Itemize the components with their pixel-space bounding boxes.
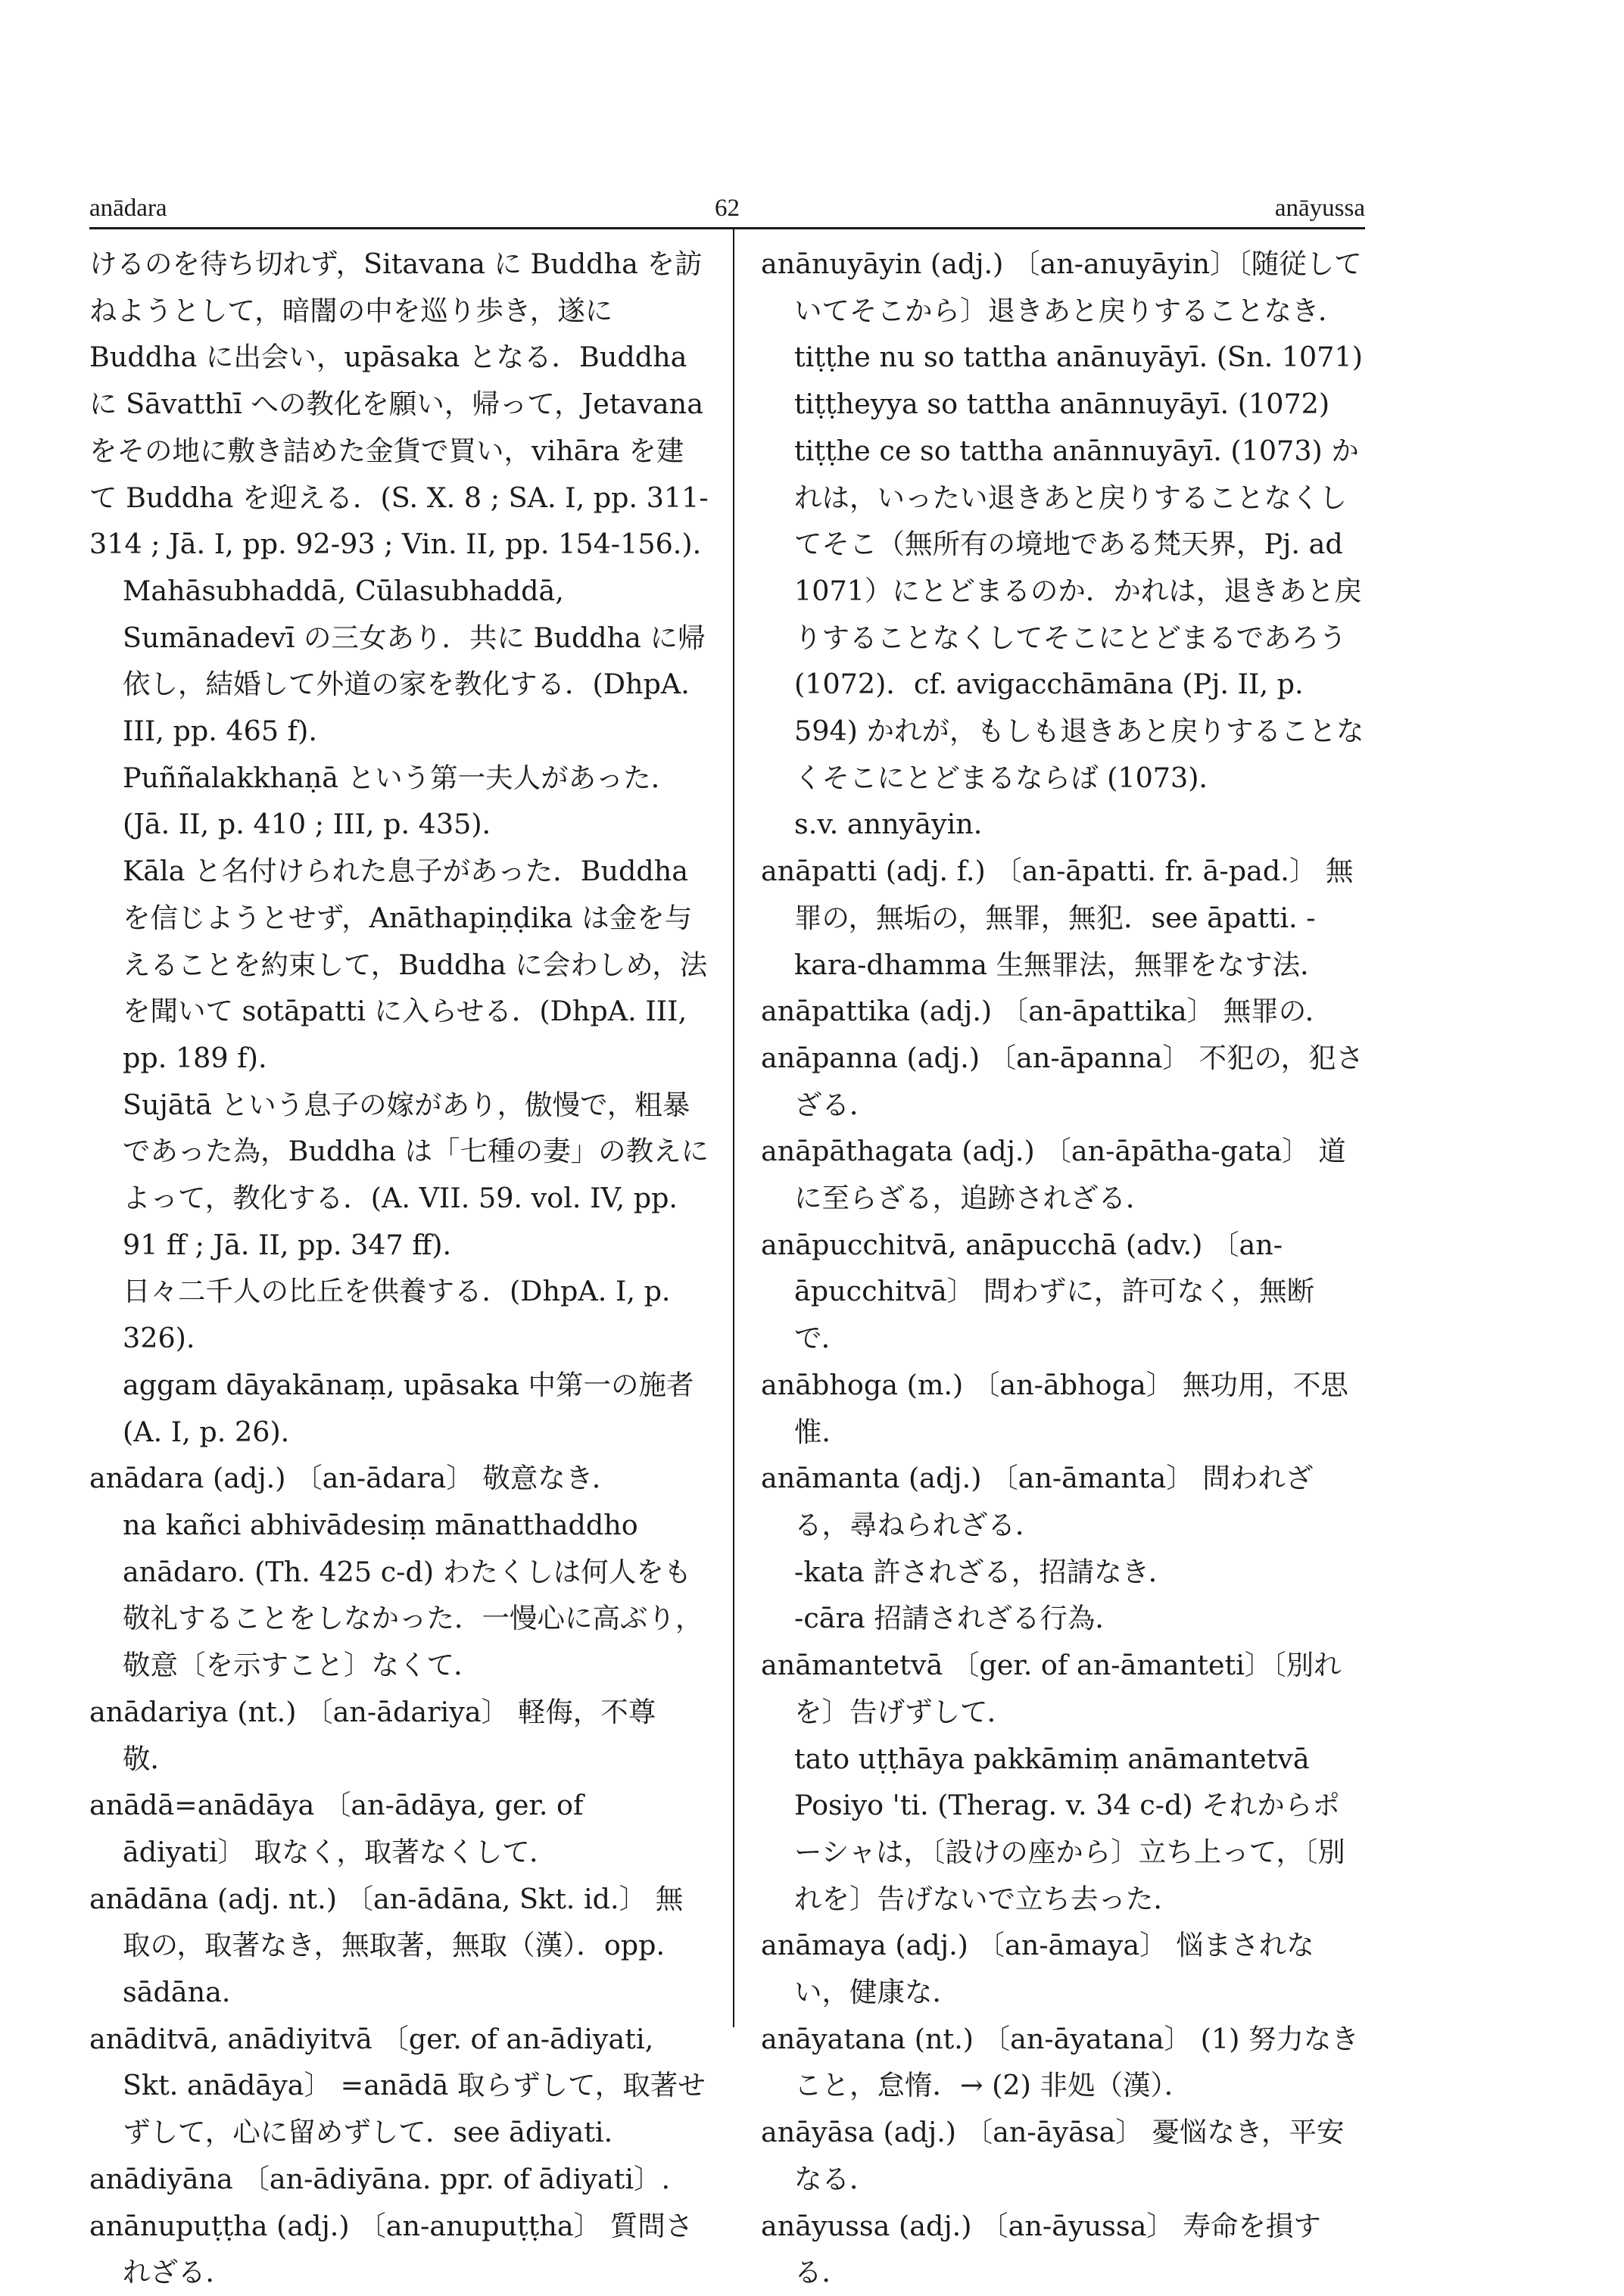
column-divider <box>733 227 734 2027</box>
entry-quotation: tiṭṭhe nu so tattha anānuyāyī. (Sn. 1071) tiṭṭheyya so tattha anānnuyāyī. (1072) tiṭṭhe ce so tattha anānnuyāyī. (1073) かれは，いったい退きあと戻りすることなくしてそこ（無所有の境地である梵天界，Pj. ad 1071）にとどまるのか．かれは，退きあと戻りすることなくしてそこにとどまるであろう (1072)．cf. avigacchāmāna (Pj. II, p. 594) かれが，もしも退きあと戻りすることなくそこにとどまるならば (1073)． <box>794 341 1364 794</box>
dictionary-entry: anāpatti (adj. f.) 〔an-āpatti. fr. ā-pad.〕 無罪の，無垢の，無罪，無犯．see āpatti. -kara-dhamma 生無罪法，無罪をなす法． <box>761 855 1354 981</box>
dictionary-entry: anāpucchitvā, anāpucchā (adv.) 〔an-āpucchitvā〕 問わずに，許可なく，無断で． <box>761 1228 1315 1355</box>
page-number: 62 <box>715 195 740 222</box>
dictionary-entry: anāmaya (adj.) 〔an-āmaya〕 悩まされない，健康な． <box>761 1929 1314 2009</box>
dictionary-entry: anādā=anādāya 〔an-ādāya, ger. of ādiyati〕 取なく，取著なくして． <box>89 1789 584 1868</box>
dictionary-entry: anānupuṭṭha (adj.) 〔an-anupuṭṭha〕 質問されざる． <box>89 2209 694 2289</box>
entry-quotation: tato uṭṭhāya pakkāmiṃ anāmantetvā Posiyo 'ti. (Therag. v. 34 c-d) それからポーシャは，〔設けの座から〕立ち上って，〔別れを〕告げないで立ち去った． <box>794 1742 1345 1915</box>
dictionary-entry: anāmantetvā 〔ger. of an-āmanteti〕〔別れを〕告げずして． <box>761 1649 1342 1728</box>
dictionary-entry: anādāna (adj. nt.) 〔an-ādāna, Skt. id.〕 無取の，取著なき，無取著，無取（漢）．opp. sādāna. <box>89 1882 684 2009</box>
left-column <box>89 241 710 2289</box>
header-first-headword: anādara <box>89 195 167 222</box>
dictionary-entry: anādiyāna 〔an-ādiyāna. ppr. of ādiyati〕. <box>89 2162 671 2195</box>
dictionary-entry: anāpāthagata (adj.) 〔an-āpātha-gata〕 道に至らざる，追跡されざる． <box>761 1135 1346 1215</box>
dictionary-entry: anāditvā, anādiyitvā 〔ger. of an-ādiyati, Skt. anādāya〕 =anādā 取らずして，取著せずして，心に留めずして．see ādiyati. <box>89 2022 706 2149</box>
entry-subsense: 日々二千人の比丘を供養する．(DhpA. I, p. 326). <box>123 1275 671 1355</box>
entry-subsense: aggam dāyakānaṃ, upāsaka 中第一の施者 (A. I, p. 26). <box>123 1368 694 1448</box>
dictionary-entry: anānuyāyin (adj.) 〔an-anuyāyin〕〔随従していてそこから〕退きあと戻りすることなき． <box>761 248 1362 327</box>
entry-subsense: Sujātā という息子の嫁があり，傲慢で，粗暴であった為，Buddha は「七種の妻」の教えによって，教化する．(A. VII. 59. vol. IV, pp. 91 ff ; Jā. II, pp. 347 ff). <box>123 1088 709 1261</box>
dictionary-entry: anādariya (nt.) 〔an-ādariya〕 軽侮，不尊敬． <box>89 1695 656 1775</box>
dictionary-entry: anādara (adj.) 〔an-ādara〕 敬意なき． <box>89 1462 620 1495</box>
dictionary-entry: anāyāsa (adj.) 〔an-āyāsa〕 憂悩なき，平安なる． <box>761 2116 1345 2195</box>
dictionary-entry: anāyatana (nt.) 〔an-āyatana〕 (1) 努力なきこと，怠惰．→ (2) 非処（漢）． <box>761 2022 1359 2102</box>
right-column <box>761 241 1367 2289</box>
entry-subsense: Puññalakkhaṇā という第一夫人があった．(Jā. II, p. 410 ; III, p. 435). <box>123 761 679 841</box>
running-header <box>89 188 1365 229</box>
header-last-headword: anāyussa <box>1274 195 1365 222</box>
dictionary-entry: anāpattika (adj.) 〔an-āpattika〕 無罪の． <box>761 995 1333 1028</box>
entry-subsense: -kata 許されざる，招請なき． <box>794 1555 1177 1588</box>
entry-subsense: Kāla と名付けられた息子があった．Buddha を信じようとせず，Anāthapiṇḍika は金を与えることを約束して，Buddha に会わしめ，法を聞いて sotāpatti に入らせる．(DhpA. III, pp. 189 f). <box>123 855 708 1074</box>
entry-quotation: na kañci abhivādesiṃ mānatthaddho anādaro. (Th. 425 c-d) わたくしは何人をも敬礼することをしなかった．一慢心に高ぶり，敬意〔を示すこと〕なくて． <box>123 1508 703 1682</box>
dictionary-entry: anābhoga (m.) 〔an-ābhoga〕 無功用，不思惟． <box>761 1368 1348 1448</box>
entry-subsense: Mahāsubhaddā, Cūlasubhaddā, Sumānadevī の三女あり．共に Buddha に帰依し，結婚して外道の家を教化する．(DhpA. III, pp. 465 f). <box>123 574 706 748</box>
dictionary-entry: anāpanna (adj.) 〔an-āpanna〕 不犯の，犯さざる． <box>761 1041 1364 1121</box>
dictionary-entry: anāyussa (adj.) 〔an-āyussa〕 寿命を損する． <box>761 2209 1321 2289</box>
entry-crossref: s.v. annyāyin. <box>794 808 983 841</box>
dictionary-entry: anāmanta (adj.) 〔an-āmanta〕 問われざる，尋ねられざる． <box>761 1462 1314 1541</box>
entry-subsense: -cāra 招請されざる行為． <box>794 1602 1123 1635</box>
entry-continuation: けるのを待ち切れず，Sitavana に Buddha を訪ねようとして，暗闇の中を巡り歩き，遂に Buddha に出会い，upāsaka となる．Buddha に Sāvatthī への教化を願い，帰って，Jetavana をその地に敷き詰めた金貨で買い，vihāra を建て Buddha を迎える．(S. X. 8 ; SA. I, pp. 311-314 ; Jā. I, pp. 92-93 ; Vin. II, pp. 154-156.). <box>89 248 709 561</box>
